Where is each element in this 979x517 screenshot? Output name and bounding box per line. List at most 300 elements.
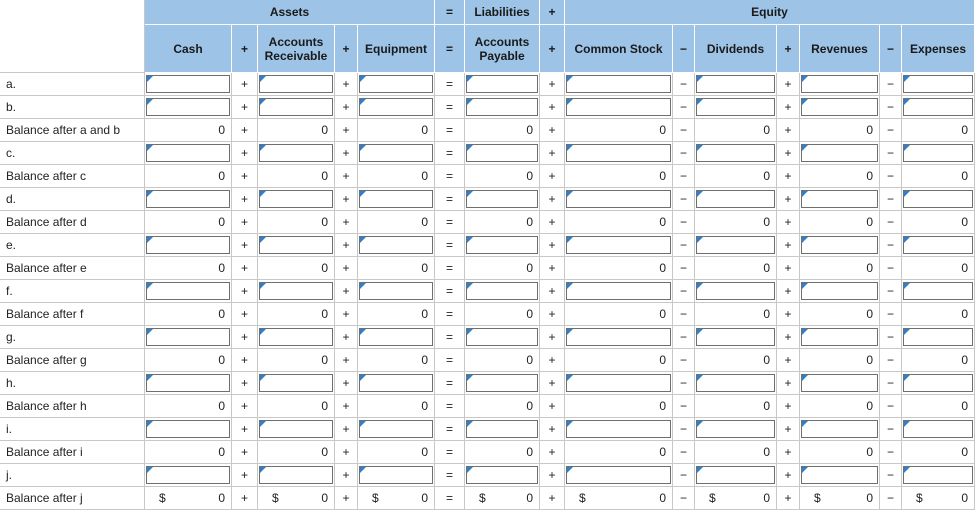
- operator-cell: −: [673, 234, 695, 257]
- balance-value: 0: [526, 215, 533, 229]
- operator-cell: =: [435, 349, 465, 372]
- value-cell-accounts-payable: [465, 257, 540, 280]
- operator-cell: +: [777, 280, 800, 303]
- dividends-input[interactable]: [696, 236, 775, 254]
- value-cell-dividends: [695, 234, 777, 257]
- value-cell-expenses: [902, 326, 975, 349]
- operator-cell: −: [880, 418, 902, 441]
- balance-value: 0: [763, 215, 770, 229]
- dividends-input[interactable]: [696, 466, 775, 484]
- value-cell-accounts-payable: [465, 372, 540, 395]
- operator-cell: +: [232, 165, 258, 188]
- balance-value: 0: [218, 261, 225, 275]
- cash-input[interactable]: [146, 144, 230, 162]
- row-label: Balance after f: [0, 303, 145, 326]
- dividends-input[interactable]: [696, 190, 775, 208]
- operator-cell: −: [880, 257, 902, 280]
- accounts-payable-input[interactable]: [466, 328, 538, 346]
- operator-cell: +: [232, 142, 258, 165]
- expenses-input[interactable]: [903, 190, 973, 208]
- accounts-receivable-input[interactable]: [259, 282, 333, 300]
- row-label: Balance after a and b: [0, 119, 145, 142]
- value-cell-equipment: [358, 372, 435, 395]
- value-cell-dividends: [695, 96, 777, 119]
- value-cell-expenses: [902, 372, 975, 395]
- balance-value: 0: [321, 307, 328, 321]
- accounts-receivable-input[interactable]: [259, 98, 333, 116]
- balance-value: 0: [218, 169, 225, 183]
- dividends-input[interactable]: [696, 75, 775, 93]
- revenues-input[interactable]: [801, 282, 878, 300]
- value-cell-revenues: [800, 234, 880, 257]
- operator-cell: −: [673, 303, 695, 326]
- equipment-input[interactable]: [359, 98, 433, 116]
- balance-value: 0: [961, 169, 968, 183]
- value-cell-accounts-receivable: [258, 234, 335, 257]
- common-stock-input[interactable]: [566, 420, 671, 438]
- accounts-receivable-input[interactable]: [259, 75, 333, 93]
- accounts-receivable-input[interactable]: [259, 236, 333, 254]
- expenses-input[interactable]: [903, 236, 973, 254]
- accounts-payable-input[interactable]: [466, 190, 538, 208]
- value-cell-expenses: [902, 441, 975, 464]
- operator-cell: −: [880, 326, 902, 349]
- value-cell-common-stock: [565, 418, 673, 441]
- accounts-payable-input[interactable]: [466, 75, 538, 93]
- operator-cell: =: [435, 119, 465, 142]
- expenses-input[interactable]: [903, 328, 973, 346]
- balance-value: 0: [961, 445, 968, 459]
- operator-cell: =: [435, 372, 465, 395]
- operator-cell: +: [540, 326, 565, 349]
- value-cell-accounts-receivable: [258, 280, 335, 303]
- value-cell-dividends: [695, 464, 777, 487]
- equals-group-header: =: [435, 0, 465, 25]
- operator-cell: =: [435, 73, 465, 96]
- value-cell-cash: [145, 349, 232, 372]
- operator-cell: −: [880, 487, 902, 510]
- cash-input[interactable]: [146, 236, 230, 254]
- value-cell-expenses: [902, 349, 975, 372]
- operator-cell: +: [335, 418, 358, 441]
- operator-cell: +: [335, 96, 358, 119]
- value-cell-expenses: [902, 96, 975, 119]
- cash-input[interactable]: [146, 190, 230, 208]
- value-cell-accounts-payable: [465, 280, 540, 303]
- column-header-cash: Cash: [145, 25, 232, 73]
- accounts-receivable-input[interactable]: [259, 466, 333, 484]
- row-label: i.: [0, 418, 145, 441]
- value-cell-expenses: [902, 280, 975, 303]
- expenses-input[interactable]: [903, 75, 973, 93]
- value-cell-common-stock: [565, 349, 673, 372]
- dividends-input[interactable]: [696, 420, 775, 438]
- value-cell-cash: [145, 280, 232, 303]
- operator-cell: +: [335, 234, 358, 257]
- operator-cell: +: [540, 464, 565, 487]
- value-cell-accounts-payable: [465, 464, 540, 487]
- balance-value: 0: [659, 353, 666, 367]
- balance-value: 0: [218, 399, 225, 413]
- operator-cell: +: [232, 280, 258, 303]
- value-cell-dividends: [695, 487, 777, 510]
- value-cell-equipment: [358, 487, 435, 510]
- balance-value: 0: [763, 445, 770, 459]
- operator-header: −: [880, 25, 902, 73]
- revenues-input[interactable]: [801, 98, 878, 116]
- operator-cell: +: [335, 257, 358, 280]
- balance-value: 0: [659, 445, 666, 459]
- row-label: a.: [0, 73, 145, 96]
- value-cell-accounts-receivable: [258, 349, 335, 372]
- value-cell-accounts-payable: [465, 349, 540, 372]
- value-cell-expenses: [902, 395, 975, 418]
- operator-cell: +: [232, 326, 258, 349]
- value-cell-cash: [145, 395, 232, 418]
- value-cell-revenues: [800, 349, 880, 372]
- operator-header: =: [435, 25, 465, 73]
- operator-cell: +: [335, 395, 358, 418]
- common-stock-input[interactable]: [566, 282, 671, 300]
- operator-cell: −: [880, 234, 902, 257]
- operator-cell: −: [673, 395, 695, 418]
- revenues-input[interactable]: [801, 75, 878, 93]
- value-cell-accounts-payable: [465, 418, 540, 441]
- accounts-receivable-input[interactable]: [259, 328, 333, 346]
- operator-cell: =: [435, 165, 465, 188]
- value-cell-equipment: [358, 234, 435, 257]
- revenues-input[interactable]: [801, 328, 878, 346]
- balance-value: 0: [421, 491, 428, 505]
- value-cell-common-stock: [565, 441, 673, 464]
- value-cell-accounts-receivable: [258, 464, 335, 487]
- row-label: Balance after d: [0, 211, 145, 234]
- value-cell-revenues: [800, 165, 880, 188]
- operator-cell: =: [435, 464, 465, 487]
- operator-cell: +: [540, 395, 565, 418]
- balance-value: 0: [321, 123, 328, 137]
- expenses-input[interactable]: [903, 420, 973, 438]
- value-cell-dividends: [695, 142, 777, 165]
- value-cell-common-stock: [565, 326, 673, 349]
- common-stock-input[interactable]: [566, 144, 671, 162]
- value-cell-equipment: [358, 119, 435, 142]
- value-cell-cash: [145, 303, 232, 326]
- operator-cell: −: [880, 280, 902, 303]
- cash-input[interactable]: [146, 374, 230, 392]
- common-stock-input[interactable]: [566, 328, 671, 346]
- value-cell-common-stock: [565, 211, 673, 234]
- equipment-input[interactable]: [359, 236, 433, 254]
- balance-value: 0: [763, 353, 770, 367]
- operator-cell: +: [777, 73, 800, 96]
- value-cell-equipment: [358, 73, 435, 96]
- accounts-payable-input[interactable]: [466, 374, 538, 392]
- value-cell-accounts-receivable: [258, 395, 335, 418]
- operator-cell: +: [777, 464, 800, 487]
- common-stock-input[interactable]: [566, 466, 671, 484]
- revenues-input[interactable]: [801, 420, 878, 438]
- column-header-expenses: Expenses: [902, 25, 975, 73]
- value-cell-common-stock: [565, 395, 673, 418]
- revenues-input[interactable]: [801, 466, 878, 484]
- value-cell-cash: [145, 441, 232, 464]
- column-header-accounts-receivable: Accounts Receivable: [258, 25, 335, 73]
- value-cell-dividends: [695, 73, 777, 96]
- balance-value: 0: [421, 215, 428, 229]
- operator-cell: +: [335, 349, 358, 372]
- balance-value: 0: [961, 491, 968, 505]
- value-cell-cash: [145, 487, 232, 510]
- operator-cell: −: [673, 73, 695, 96]
- value-cell-accounts-payable: [465, 188, 540, 211]
- equipment-input[interactable]: [359, 374, 433, 392]
- row-label: h.: [0, 372, 145, 395]
- column-header-dividends: Dividends: [695, 25, 777, 73]
- operator-cell: +: [540, 257, 565, 280]
- operator-cell: +: [777, 303, 800, 326]
- cash-input[interactable]: [146, 98, 230, 116]
- value-cell-revenues: [800, 142, 880, 165]
- expenses-input[interactable]: [903, 466, 973, 484]
- balance-value: 0: [763, 261, 770, 275]
- equipment-input[interactable]: [359, 190, 433, 208]
- expenses-input[interactable]: [903, 282, 973, 300]
- operator-cell: +: [232, 349, 258, 372]
- operator-cell: +: [335, 73, 358, 96]
- operator-cell: +: [777, 349, 800, 372]
- operator-cell: −: [673, 119, 695, 142]
- value-cell-revenues: [800, 326, 880, 349]
- value-cell-accounts-receivable: [258, 188, 335, 211]
- operator-cell: +: [335, 119, 358, 142]
- operator-cell: +: [232, 372, 258, 395]
- operator-cell: −: [880, 372, 902, 395]
- operator-cell: −: [673, 464, 695, 487]
- operator-cell: +: [232, 96, 258, 119]
- balance-value: 0: [421, 169, 428, 183]
- value-cell-equipment: [358, 211, 435, 234]
- dividends-input[interactable]: [696, 144, 775, 162]
- row-label: Balance after h: [0, 395, 145, 418]
- balance-value: 0: [659, 491, 666, 505]
- value-cell-equipment: [358, 257, 435, 280]
- operator-cell: +: [777, 188, 800, 211]
- accounts-receivable-input[interactable]: [259, 374, 333, 392]
- operator-cell: +: [335, 487, 358, 510]
- operator-cell: +: [540, 349, 565, 372]
- operator-cell: −: [880, 188, 902, 211]
- revenues-input[interactable]: [801, 144, 878, 162]
- cash-input[interactable]: [146, 328, 230, 346]
- value-cell-cash: [145, 142, 232, 165]
- value-cell-revenues: [800, 303, 880, 326]
- operator-cell: −: [673, 418, 695, 441]
- value-cell-cash: [145, 211, 232, 234]
- value-cell-expenses: [902, 188, 975, 211]
- operator-cell: +: [777, 142, 800, 165]
- operator-cell: +: [777, 211, 800, 234]
- balance-value: 0: [763, 307, 770, 321]
- value-cell-equipment: [358, 349, 435, 372]
- value-cell-dividends: [695, 119, 777, 142]
- operator-cell: =: [435, 142, 465, 165]
- operator-cell: +: [335, 326, 358, 349]
- balance-value: 0: [421, 261, 428, 275]
- value-cell-dividends: [695, 257, 777, 280]
- operator-cell: +: [335, 280, 358, 303]
- operator-cell: −: [673, 96, 695, 119]
- balance-value: 0: [421, 353, 428, 367]
- expenses-input[interactable]: [903, 144, 973, 162]
- value-cell-accounts-receivable: [258, 165, 335, 188]
- value-cell-dividends: [695, 395, 777, 418]
- operator-header: +: [335, 25, 358, 73]
- operator-cell: +: [232, 395, 258, 418]
- operator-cell: −: [673, 188, 695, 211]
- row-label: g.: [0, 326, 145, 349]
- common-stock-input[interactable]: [566, 374, 671, 392]
- value-cell-expenses: [902, 418, 975, 441]
- cash-input[interactable]: [146, 75, 230, 93]
- value-cell-cash: [145, 234, 232, 257]
- header-corner: [0, 0, 145, 73]
- balance-value: 0: [961, 353, 968, 367]
- row-label: c.: [0, 142, 145, 165]
- balance-value: 0: [421, 123, 428, 137]
- balance-value: 0: [218, 445, 225, 459]
- operator-cell: +: [777, 257, 800, 280]
- value-cell-cash: [145, 464, 232, 487]
- operator-cell: +: [335, 441, 358, 464]
- common-stock-input[interactable]: [566, 190, 671, 208]
- balance-value: 0: [321, 353, 328, 367]
- operator-cell: +: [540, 73, 565, 96]
- operator-cell: +: [540, 119, 565, 142]
- value-cell-equipment: [358, 303, 435, 326]
- value-cell-equipment: [358, 326, 435, 349]
- row-label: j.: [0, 464, 145, 487]
- operator-cell: +: [777, 418, 800, 441]
- expenses-input[interactable]: [903, 98, 973, 116]
- dollar-sign: $: [709, 491, 716, 505]
- revenues-input[interactable]: [801, 190, 878, 208]
- common-stock-input[interactable]: [566, 98, 671, 116]
- assets-group-header: Assets: [145, 0, 435, 25]
- revenues-input[interactable]: [801, 374, 878, 392]
- operator-cell: +: [232, 257, 258, 280]
- balance-value: 0: [961, 123, 968, 137]
- equipment-input[interactable]: [359, 328, 433, 346]
- equipment-input[interactable]: [359, 420, 433, 438]
- accounts-receivable-input[interactable]: [259, 144, 333, 162]
- value-cell-common-stock: [565, 165, 673, 188]
- balance-value: 0: [763, 169, 770, 183]
- balance-value: 0: [421, 399, 428, 413]
- operator-cell: =: [435, 418, 465, 441]
- value-cell-revenues: [800, 395, 880, 418]
- value-cell-accounts-payable: [465, 165, 540, 188]
- value-cell-revenues: [800, 211, 880, 234]
- value-cell-accounts-receivable: [258, 372, 335, 395]
- value-cell-dividends: [695, 326, 777, 349]
- accounts-payable-input[interactable]: [466, 420, 538, 438]
- value-cell-dividends: [695, 372, 777, 395]
- equipment-input[interactable]: [359, 466, 433, 484]
- value-cell-accounts-payable: [465, 142, 540, 165]
- balance-value: 0: [961, 399, 968, 413]
- equipment-input[interactable]: [359, 282, 433, 300]
- operator-cell: +: [540, 188, 565, 211]
- equipment-input[interactable]: [359, 144, 433, 162]
- value-cell-common-stock: [565, 280, 673, 303]
- expenses-input[interactable]: [903, 374, 973, 392]
- dividends-input[interactable]: [696, 282, 775, 300]
- value-cell-accounts-payable: [465, 326, 540, 349]
- value-cell-accounts-receivable: [258, 303, 335, 326]
- operator-header: −: [673, 25, 695, 73]
- cash-input[interactable]: [146, 420, 230, 438]
- operator-cell: +: [232, 119, 258, 142]
- value-cell-revenues: [800, 96, 880, 119]
- value-cell-dividends: [695, 211, 777, 234]
- accounts-payable-input[interactable]: [466, 466, 538, 484]
- accounts-receivable-input[interactable]: [259, 190, 333, 208]
- cash-input[interactable]: [146, 282, 230, 300]
- value-cell-accounts-payable: [465, 96, 540, 119]
- operator-cell: =: [435, 257, 465, 280]
- column-header-common-stock: Common Stock: [565, 25, 673, 73]
- accounts-payable-input[interactable]: [466, 144, 538, 162]
- accounts-payable-input[interactable]: [466, 282, 538, 300]
- dollar-sign: $: [159, 491, 166, 505]
- operator-cell: =: [435, 395, 465, 418]
- value-cell-equipment: [358, 395, 435, 418]
- row-label: f.: [0, 280, 145, 303]
- dividends-input[interactable]: [696, 374, 775, 392]
- accounts-receivable-input[interactable]: [259, 420, 333, 438]
- equipment-input[interactable]: [359, 75, 433, 93]
- value-cell-cash: [145, 165, 232, 188]
- operator-cell: +: [777, 165, 800, 188]
- common-stock-input[interactable]: [566, 75, 671, 93]
- dividends-input[interactable]: [696, 328, 775, 346]
- row-label: Balance after i: [0, 441, 145, 464]
- balance-value: 0: [218, 491, 225, 505]
- value-cell-accounts-payable: [465, 73, 540, 96]
- value-cell-accounts-receivable: [258, 257, 335, 280]
- accounts-payable-input[interactable]: [466, 236, 538, 254]
- operator-cell: −: [673, 165, 695, 188]
- revenues-input[interactable]: [801, 236, 878, 254]
- balance-value: 0: [321, 445, 328, 459]
- value-cell-common-stock: [565, 487, 673, 510]
- balance-value: 0: [763, 123, 770, 137]
- balance-value: 0: [218, 215, 225, 229]
- value-cell-accounts-payable: [465, 211, 540, 234]
- balance-value: 0: [526, 261, 533, 275]
- column-header-equipment: Equipment: [358, 25, 435, 73]
- balance-value: 0: [321, 215, 328, 229]
- accounts-payable-input[interactable]: [466, 98, 538, 116]
- dividends-input[interactable]: [696, 98, 775, 116]
- value-cell-expenses: [902, 211, 975, 234]
- operator-cell: +: [777, 487, 800, 510]
- cash-input[interactable]: [146, 466, 230, 484]
- balance-value: 0: [961, 307, 968, 321]
- column-header-accounts-payable: Accounts Payable: [465, 25, 540, 73]
- common-stock-input[interactable]: [566, 236, 671, 254]
